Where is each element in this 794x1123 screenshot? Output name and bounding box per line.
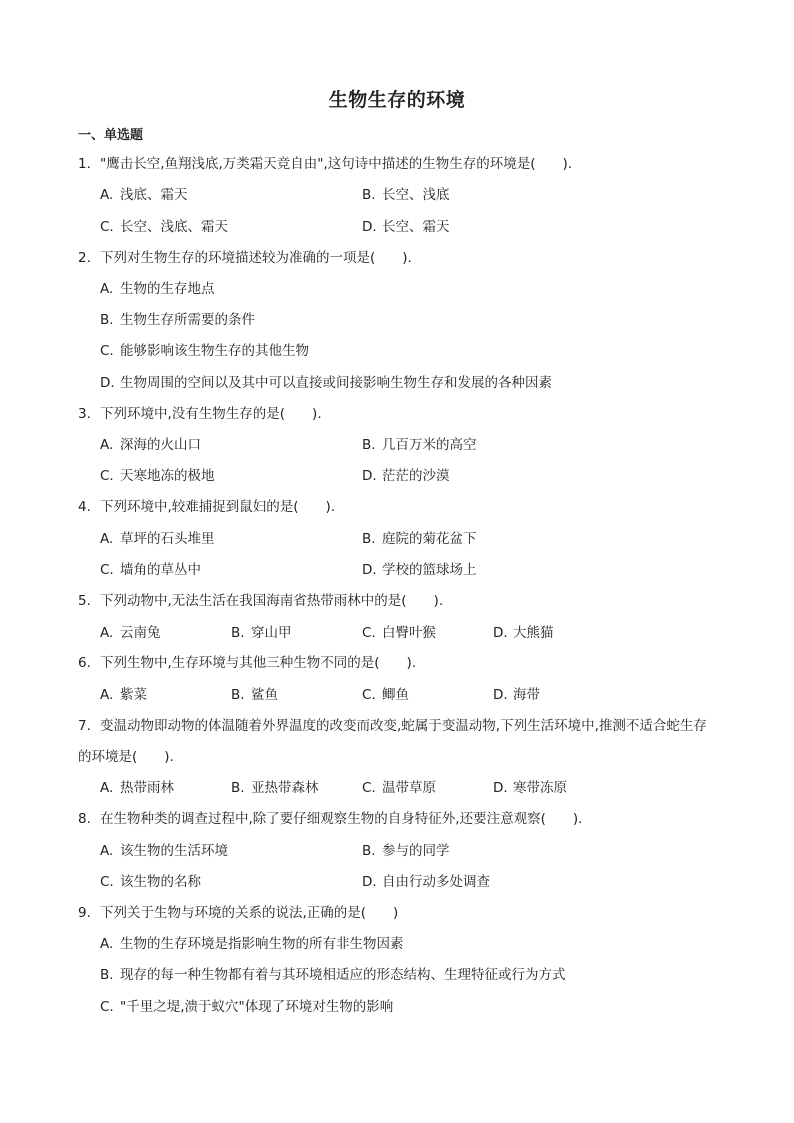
option-letter: B. (362, 187, 376, 203)
option-c[interactable] (362, 623, 436, 643)
option-letter: B. (100, 967, 114, 983)
option-letter: C. (100, 343, 114, 359)
option-text: 大熊猫 (513, 625, 554, 641)
question-text: 变温动物即动物的体温随着外界温度的改变而改变,蛇属于变温动物,下列生活环境中,推测不适合蛇生存的环境是( ). (78, 718, 707, 765)
option-letter: D. (100, 375, 115, 391)
option-b[interactable] (231, 778, 319, 798)
option-text: 热带雨林 (120, 780, 174, 796)
option-c[interactable] (100, 217, 228, 237)
question-stem (78, 492, 718, 523)
question-number: 3. (78, 406, 91, 422)
option-text: 该生物的名称 (120, 874, 201, 890)
option-a[interactable] (100, 623, 161, 643)
option-d[interactable] (493, 623, 554, 643)
question-number: 5. (78, 593, 91, 609)
option-letter: D. (493, 780, 508, 796)
option-text: 生物周围的空间以及其中可以直接或间接影响生物生存和发展的各种因素 (120, 375, 552, 391)
option-text: "千里之堤,溃于蚁穴"体现了环境对生物的影响 (120, 999, 394, 1015)
option-letter: A. (100, 531, 114, 547)
option-letter: B. (362, 531, 376, 547)
option-c[interactable] (100, 341, 309, 361)
option-b[interactable] (362, 529, 477, 549)
option-d[interactable] (362, 466, 450, 486)
option-letter: B. (231, 687, 245, 703)
option-text: 海带 (513, 687, 540, 703)
option-text: 墙角的草丛中 (120, 562, 201, 578)
option-b[interactable] (231, 623, 292, 643)
option-c[interactable] (100, 872, 201, 892)
option-text: 能够影响该生物生存的其他生物 (120, 343, 309, 359)
option-text: 鲫鱼 (382, 687, 409, 703)
option-c[interactable] (100, 466, 215, 486)
option-letter: D. (362, 562, 377, 578)
option-text: 参与的同学 (382, 843, 450, 859)
option-letter: C. (362, 625, 376, 641)
option-letter: C. (362, 687, 376, 703)
option-text: 庭院的菊花盆下 (382, 531, 477, 547)
option-c[interactable] (100, 997, 393, 1017)
option-text: 寒带冻原 (513, 780, 567, 796)
option-text: 亚热带森林 (251, 780, 319, 796)
option-text: 生物生存所需要的条件 (120, 312, 255, 328)
option-c[interactable] (100, 560, 201, 580)
option-c[interactable] (362, 778, 436, 798)
option-b[interactable] (362, 841, 450, 861)
question-text: 下列环境中,较难捕捉到鼠妇的是( ). (100, 499, 336, 515)
option-a[interactable] (100, 685, 147, 705)
option-d[interactable] (362, 560, 477, 580)
question-text: 下列生物中,生存环境与其他三种生物不同的是( ). (100, 655, 417, 671)
document-title: 生物生存的环境 (328, 89, 466, 111)
option-letter: B. (100, 312, 114, 328)
option-text: 长空、浅底、霜天 (120, 219, 228, 235)
option-b[interactable] (362, 435, 477, 455)
option-text: 浅底、霜天 (120, 187, 188, 203)
option-b[interactable] (100, 965, 566, 985)
option-text: 几百万米的高空 (382, 437, 477, 453)
option-text: 自由行动多处调查 (382, 874, 490, 890)
option-letter: A. (100, 187, 114, 203)
question-text: 下列环境中,没有生物生存的是( ). (100, 406, 322, 422)
option-text: 该生物的生活环境 (120, 843, 228, 859)
option-letter: B. (231, 625, 245, 641)
option-text: 深海的火山口 (120, 437, 201, 453)
option-d[interactable] (100, 373, 552, 393)
option-letter: D. (493, 687, 508, 703)
option-letter: A. (100, 843, 114, 859)
option-letter: A. (100, 625, 114, 641)
option-letter: D. (362, 468, 377, 484)
option-text: 长空、浅底 (382, 187, 450, 203)
option-a[interactable] (100, 529, 215, 549)
option-text: 生物的生存地点 (120, 281, 215, 297)
option-c[interactable] (362, 685, 409, 705)
question-stem (78, 711, 718, 773)
question-number: 1. (78, 156, 91, 172)
question-number: 4. (78, 499, 91, 515)
question-stem (78, 804, 718, 835)
option-d[interactable] (362, 872, 490, 892)
option-a[interactable] (100, 934, 404, 954)
option-text: 草坪的石头堆里 (120, 531, 215, 547)
option-text: 生物的生存环境是指影响生物的所有非生物因素 (120, 936, 404, 952)
option-letter: C. (362, 780, 376, 796)
option-letter: A. (100, 437, 114, 453)
option-a[interactable] (100, 435, 201, 455)
question-stem (78, 648, 718, 679)
option-b[interactable] (231, 685, 278, 705)
option-letter: A. (100, 780, 114, 796)
option-letter: D. (362, 219, 377, 235)
option-b[interactable] (100, 310, 255, 330)
option-letter: A. (100, 936, 114, 952)
option-text: 茫茫的沙漠 (382, 468, 450, 484)
question-text: 下列动物中,无法生活在我国海南省热带雨林中的是( ). (100, 593, 444, 609)
question-stem (78, 898, 718, 929)
option-letter: C. (100, 219, 114, 235)
question-text: 在生物种类的调查过程中,除了要仔细观察生物的自身特征外,还要注意观察( ). (100, 811, 583, 827)
option-text: 现存的每一种生物都有着与其环境相适应的形态结构、生理特征或行为方式 (120, 967, 566, 983)
option-text: 学校的篮球场上 (382, 562, 477, 578)
option-letter: D. (493, 625, 508, 641)
option-text: 温带草原 (382, 780, 436, 796)
question-stem (78, 243, 718, 274)
option-text: 天寒地冻的极地 (120, 468, 215, 484)
question-number: 8. (78, 811, 91, 827)
question-number: 6. (78, 655, 91, 671)
section-heading: 一、单选题 (78, 128, 144, 143)
option-d[interactable] (493, 778, 567, 798)
question-text: 下列对生物生存的环境描述较为准确的一项是( ). (100, 250, 412, 266)
option-text: 鲨鱼 (251, 687, 278, 703)
option-letter: A. (100, 687, 114, 703)
option-letter: B. (362, 843, 376, 859)
option-letter: A. (100, 281, 114, 297)
question-number: 2. (78, 250, 91, 266)
option-letter: D. (362, 874, 377, 890)
question-number: 7. (78, 718, 91, 734)
option-letter: C. (100, 562, 114, 578)
question-stem (78, 399, 718, 430)
option-text: 紫菜 (120, 687, 147, 703)
option-text: 云南兔 (120, 625, 161, 641)
option-d[interactable] (493, 685, 540, 705)
question-stem (78, 149, 718, 180)
option-letter: C. (100, 874, 114, 890)
option-letter: B. (362, 437, 376, 453)
option-a[interactable] (100, 778, 174, 798)
question-text: "鹰击长空,鱼翔浅底,万类霜天竞自由",这句诗中描述的生物生存的环境是( ). (100, 156, 573, 172)
option-letter: C. (100, 999, 114, 1015)
option-text: 穿山甲 (251, 625, 292, 641)
option-text: 长空、霜天 (382, 219, 450, 235)
option-a[interactable] (100, 279, 215, 299)
option-d[interactable] (362, 217, 450, 237)
option-a[interactable] (100, 185, 188, 205)
option-letter: B. (231, 780, 245, 796)
question-number: 9. (78, 905, 91, 921)
question-text: 下列关于生物与环境的关系的说法,正确的是( ) (100, 905, 399, 921)
option-a[interactable] (100, 841, 228, 861)
option-b[interactable] (362, 185, 450, 205)
question-stem (78, 586, 718, 617)
option-letter: C. (100, 468, 114, 484)
option-text: 白臀叶猴 (382, 625, 436, 641)
